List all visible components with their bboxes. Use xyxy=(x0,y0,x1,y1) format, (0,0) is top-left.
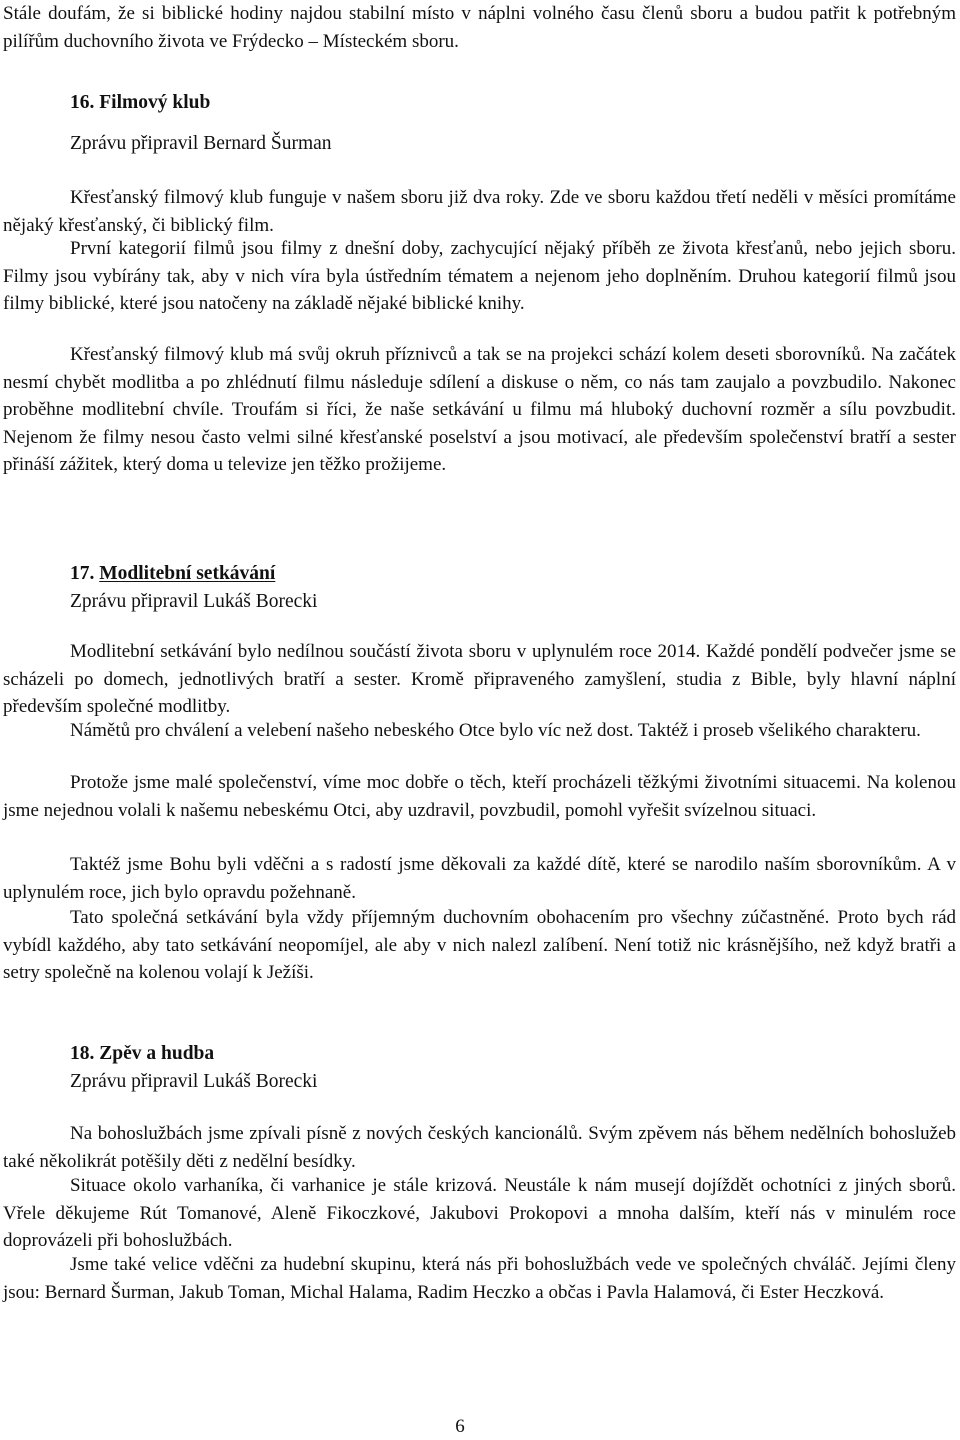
section-16-paragraph-2: První kategorií filmů jsou filmy z dnešní doby, zachycující nějaký příběh ze života křesťanů, nebo jejich sboru. Filmy jsou vybírány tak, aby v nich víra byla ústředním tématem a nejenom jeho doplněním. Druhou kategorií filmů jsou filmy biblické, které jsou natočeny na základě nějaké biblické knihy. xyxy=(3,238,956,314)
section-17-paragraph-4: Taktéž jsme Bohu byli vděčni a s radostí jsme děkovali za každé dítě, které se narodilo naším sborovníkům. A v uplynulém roce, jich bylo opravdu požehnaně. xyxy=(3,854,956,903)
section-17-heading xyxy=(70,560,275,587)
section-17-paragraph-1: Modlitební setkávání bylo nedílnou součástí života sboru v uplynulém roce 2014. Každé pondělí podvečer jsme se scházeli po domech, jednotlivých bratří a sester. Kromě připraveného zamyšlení, studia z Bible, byly hlavní náplní především společné modlitby. xyxy=(3,641,956,717)
section-18-paragraph-2: Situace okolo varhaníka, či varhanice je stále krizová. Neustále k nám musejí dojíždět ochotníci z jiných sborů. Vřele děkujeme Rút Tomanové, Aleně Fikoczkové, Jakubovi Prokopovi a mnoha dalším, kteří nás v minulém roce doprovázeli při bohoslužbách. xyxy=(3,1175,956,1251)
section-17-paragraph-2: Námětů pro chválení a velebení našeho nebeského Otce bylo víc než dost. Taktéž i proseb všelikého charakteru. xyxy=(70,720,921,741)
section-16-author: Zprávu připravil Bernard Šurman xyxy=(70,133,332,154)
page-number: 6 xyxy=(455,1416,465,1437)
section-18-number: 18. xyxy=(70,1043,95,1064)
section-17-author: Zprávu připravil Lukáš Borecki xyxy=(70,591,318,612)
section-16-number: 16. xyxy=(70,92,95,113)
section-18-title: Zpěv a hudba xyxy=(99,1043,215,1064)
section-18-author: Zprávu připravil Lukáš Borecki xyxy=(70,1071,318,1092)
section-17-paragraph-5: Tato společná setkávání byla vždy příjemným duchovním obohacením pro všechny zúčastněné. Proto bych rád vybídl každého, aby tato setkávání neopomíjel, ale aby v nich nalezl zalíbení. Není totiž nic krásnějšího, než když bratři a setry společně na kolenou volají k Ježíši. xyxy=(3,907,956,983)
section-16-title: Filmový klub xyxy=(99,92,211,113)
section-17-paragraph-3: Protože jsme malé společenství, víme moc dobře o těch, kteří procházeli těžkými životními situacemi. Na kolenou jsme nejednou volali k našemu nebeskému Otci, aby uzdravil, povzbudil, pomohl vyřešit svízelnou situaci. xyxy=(3,772,956,821)
section-17-title: Modlitební setkávání xyxy=(99,563,276,584)
section-16-paragraph-1: Křesťanský filmový klub funguje v našem sboru již dva roky. Zde ve sboru každou třetí neděli v měsíci promítáme nějaký křesťanský, či biblický film. xyxy=(3,187,956,236)
section-16-heading xyxy=(70,89,210,116)
intro-paragraph: Stále doufám, že si biblické hodiny najdou stabilní místo v náplni volného času členů sboru a budou patřit k potřebným pilířům duchovního života ve Frýdecko – Místeckém sboru. xyxy=(3,3,956,52)
section-18-heading xyxy=(70,1040,214,1067)
section-18-paragraph-3: Jsme také velice vděčni za hudební skupinu, která nás při bohoslužbách vede ve společných chváláč. Jejími členy jsou: Bernard Šurman, Jakub Toman, Michal Halama, Radim Heczko a občas i Pavla Halamová, či Ester Heczková. xyxy=(3,1254,956,1303)
section-18-paragraph-1: Na bohoslužbách jsme zpívali písně z nových českých kancionálů. Svým zpěvem nás během nedělních bohoslužeb také několikrát potěšily děti z nedělní besídky. xyxy=(3,1123,956,1172)
section-17-number: 17. xyxy=(70,563,95,584)
section-16-paragraph-3: Křesťanský filmový klub má svůj okruh příznivců a tak se na projekci schází kolem deseti sborovníků. Na začátek nesmí chybět modlitba a po zhlédnutí filmu následuje sdílení a diskuse o něm, co nás tam zaujalo a povzbudilo. Nakonec proběhne modlitební chvíle. Troufám si říci, že naše setkávání u filmu má hluboký duchovní rozměr a sílu povzbudit. Nejenom že filmy nesou často velmi silné křesťanské poselství a jsou motivací, ale především společenství bratří a sester přináší zážitek, který doma u televize jen těžko prožijeme. xyxy=(3,344,956,475)
